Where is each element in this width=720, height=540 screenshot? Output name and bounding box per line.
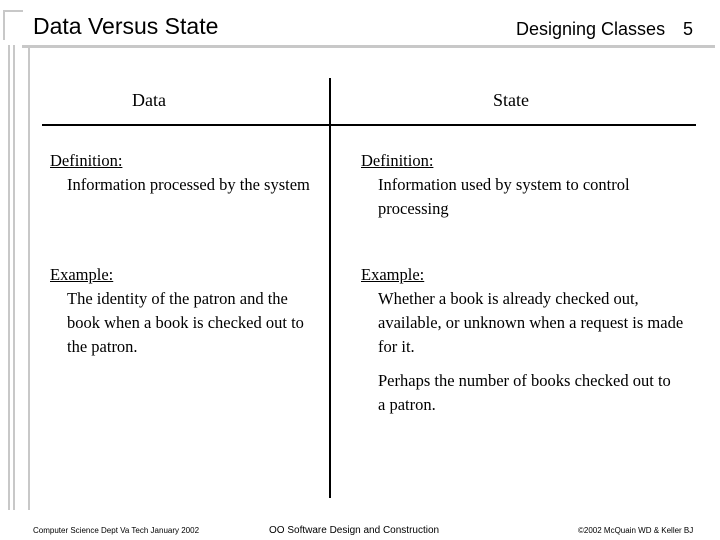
state-column-heading: State xyxy=(493,90,529,110)
table-header-rule xyxy=(42,124,696,126)
state-example-term: Example: xyxy=(361,265,425,284)
data-definition-term: Definition: xyxy=(50,151,123,170)
state-note: Perhaps the number of books checked out to a patron. xyxy=(378,371,671,414)
data-column-heading: Data xyxy=(132,90,166,110)
header-divider xyxy=(22,45,715,48)
footer-left: Computer Science Dept Va Tech January 2002 xyxy=(33,526,200,535)
state-definition-term: Definition: xyxy=(361,151,434,170)
data-example-text: The identity of the patron and the book when a book is checked out to the patron. xyxy=(67,289,304,356)
data-definition xyxy=(50,149,310,197)
data-example xyxy=(50,263,310,359)
state-example-text: Whether a book is already checked out, available, or unknown when a request is made for it. xyxy=(378,289,684,356)
left-border xyxy=(8,45,15,510)
course-title: Designing Classes xyxy=(516,19,666,39)
state-example xyxy=(361,263,691,359)
page-number: 5 xyxy=(683,19,694,39)
left-border-inner xyxy=(28,48,30,510)
data-definition-text: Information processed by the system xyxy=(67,175,310,194)
footer-center: OO Software Design and Construction xyxy=(269,525,440,536)
data-example-term: Example: xyxy=(50,265,114,284)
slide-title: Data Versus State xyxy=(33,13,219,39)
frame-corner xyxy=(3,10,23,40)
state-definition xyxy=(361,149,691,221)
footer-right: ©2002 McQuain WD & Keller BJ xyxy=(578,526,694,535)
state-definition-text: Information used by system to control processing xyxy=(378,175,630,218)
table-column-divider xyxy=(329,78,331,498)
